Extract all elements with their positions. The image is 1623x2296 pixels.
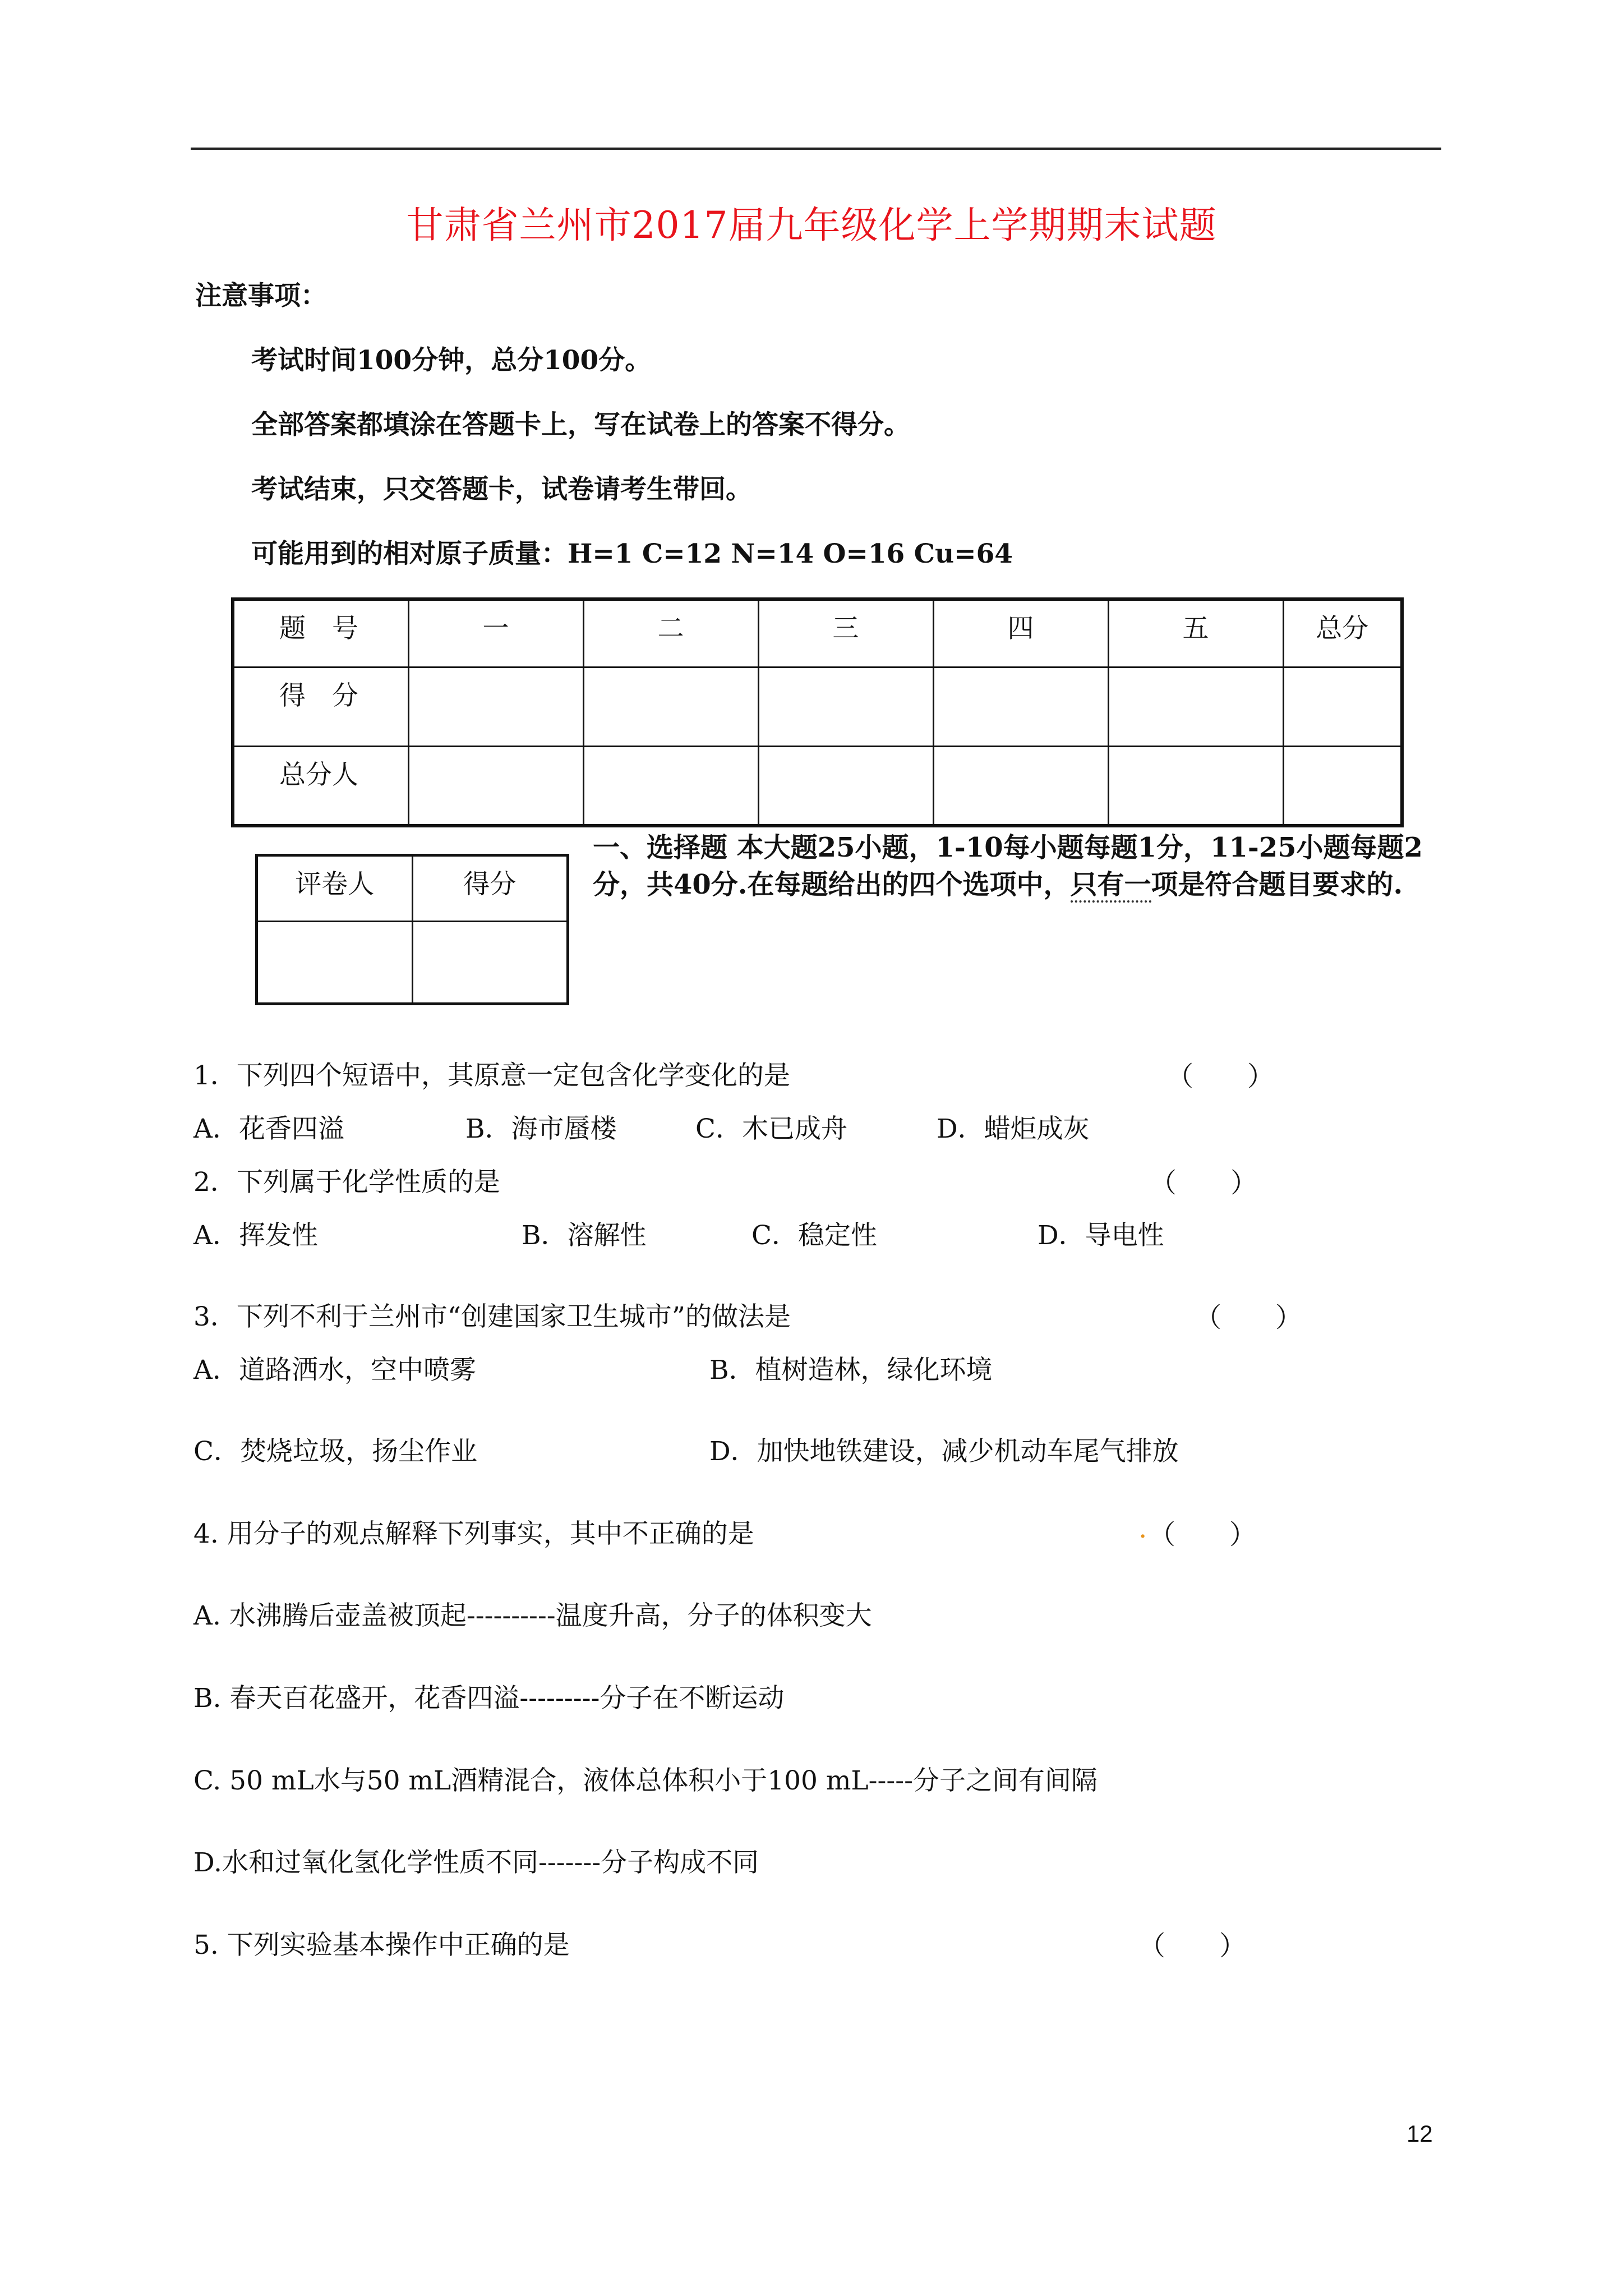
answer-paren: （ ）: [1150, 1167, 1258, 1199]
score-header-cell: 一: [408, 599, 583, 667]
grader-header-row: [257, 855, 568, 922]
grader-table: [255, 854, 569, 1005]
answer-paren: （ ）: [1195, 1302, 1303, 1333]
notice-item: 全部答案都填涂在答题卡上，写在试卷上的答案不得分。: [251, 409, 910, 440]
notice-item: 可能用到的相对原子质量：H=1 C=12 N=14 O=16 Cu=64: [251, 539, 1013, 569]
notice-item: 考试时间100分钟，总分100分。: [251, 345, 652, 376]
score-cell: [758, 747, 933, 826]
score-header-cell: 三: [758, 599, 933, 667]
question-stem: 5. 下列实验基本操作中正确的是: [193, 1930, 570, 1961]
option: C. 50 mL水与50 mL酒精混合，液体总体积小于100 mL-----分子之间有间隔: [193, 1765, 1098, 1796]
option: C．稳定性: [751, 1220, 877, 1251]
question-stem: 2．下列属于化学性质的是: [193, 1167, 500, 1198]
emphasis-underline: 只有一: [1071, 869, 1151, 903]
option: B．植树造林，绿化环境: [709, 1355, 993, 1386]
score-row-label: 得 分: [233, 667, 408, 746]
score-cell: [408, 667, 583, 746]
option: B．海市蜃楼: [465, 1114, 617, 1144]
question-stem: 3．下列不利于兰州市“创建国家卫生城市”的做法是: [193, 1301, 791, 1332]
option: D．导电性: [1038, 1220, 1164, 1251]
score-cell: [1108, 667, 1283, 746]
grader-header-cell: 评卷人: [257, 855, 413, 922]
option: A．花香四溢: [193, 1114, 344, 1144]
option: D．蜡炬成灰: [937, 1114, 1090, 1144]
answer-paren: （ ）: [1149, 1519, 1257, 1550]
score-cell: [1283, 667, 1402, 746]
grader-header-cell: 得分: [412, 855, 568, 922]
notice-heading: 注意事项：: [195, 280, 327, 311]
stray-dot-mark: .: [1138, 1513, 1147, 1544]
option: D.水和过氧化氢化学性质不同-------分子构成不同: [193, 1847, 759, 1878]
score-cell: [1108, 747, 1283, 826]
score-cell: [583, 667, 758, 746]
option: B．溶解性: [522, 1220, 647, 1251]
instructions-text: 项是符合题目要求的.: [1151, 869, 1403, 900]
question-stem: 4. 用分子的观点解释下列事实，其中不正确的是: [193, 1519, 754, 1549]
answer-paren: （ ）: [1166, 1061, 1275, 1092]
top-rule: [191, 148, 1441, 150]
score-header-cell: 题 号: [233, 599, 408, 667]
answer-paren: （ ）: [1138, 1930, 1247, 1962]
score-cell: [933, 747, 1108, 826]
grader-row: [257, 922, 568, 1004]
option: C．木已成舟: [695, 1114, 847, 1144]
grader-cell: [412, 922, 568, 1004]
score-header-cell: 二: [583, 599, 758, 667]
option: B. 春天百花盛开，花香四溢---------分子在不断运动: [193, 1683, 785, 1714]
score-cell: [583, 747, 758, 826]
question-stem: 1．下列四个短语中，其原意一定包含化学变化的是: [193, 1060, 790, 1091]
page-title: 甘肃省兰州市2017届九年级化学上学期期末试题: [406, 204, 1217, 247]
score-header-row: [233, 599, 1402, 667]
page-number: 12: [1407, 2120, 1433, 2147]
score-header-cell: 五: [1108, 599, 1283, 667]
option: A．道路洒水，空中喷雾: [193, 1355, 476, 1386]
score-header-cell: 总分: [1283, 599, 1402, 667]
option: A. 水沸腾后壶盖被顶起----------温度升高，分子的体积变大: [193, 1600, 872, 1631]
option: C．焚烧垃圾，扬尘作业: [193, 1436, 477, 1467]
score-row: [233, 667, 1402, 746]
section-instructions: [593, 829, 1445, 903]
score-row-label: 总分人: [233, 747, 408, 826]
grader-cell: [257, 922, 413, 1004]
option: D．加快地铁建设，减少机动车尾气排放: [709, 1436, 1179, 1467]
score-cell: [933, 667, 1108, 746]
notice-item: 考试结束，只交答题卡，试卷请考生带回。: [251, 474, 752, 505]
score-row: [233, 747, 1402, 826]
score-header-cell: 四: [933, 599, 1108, 667]
score-cell: [1283, 747, 1402, 826]
score-table: [231, 597, 1404, 827]
score-cell: [408, 747, 583, 826]
option: A．挥发性: [193, 1220, 318, 1251]
score-cell: [758, 667, 933, 746]
instructions-text: 一、选择题 本大题25小题，1-10每小题每题1分，11-25小题每题2分，共40分.在每题给出的四个选项中，: [593, 832, 1423, 900]
